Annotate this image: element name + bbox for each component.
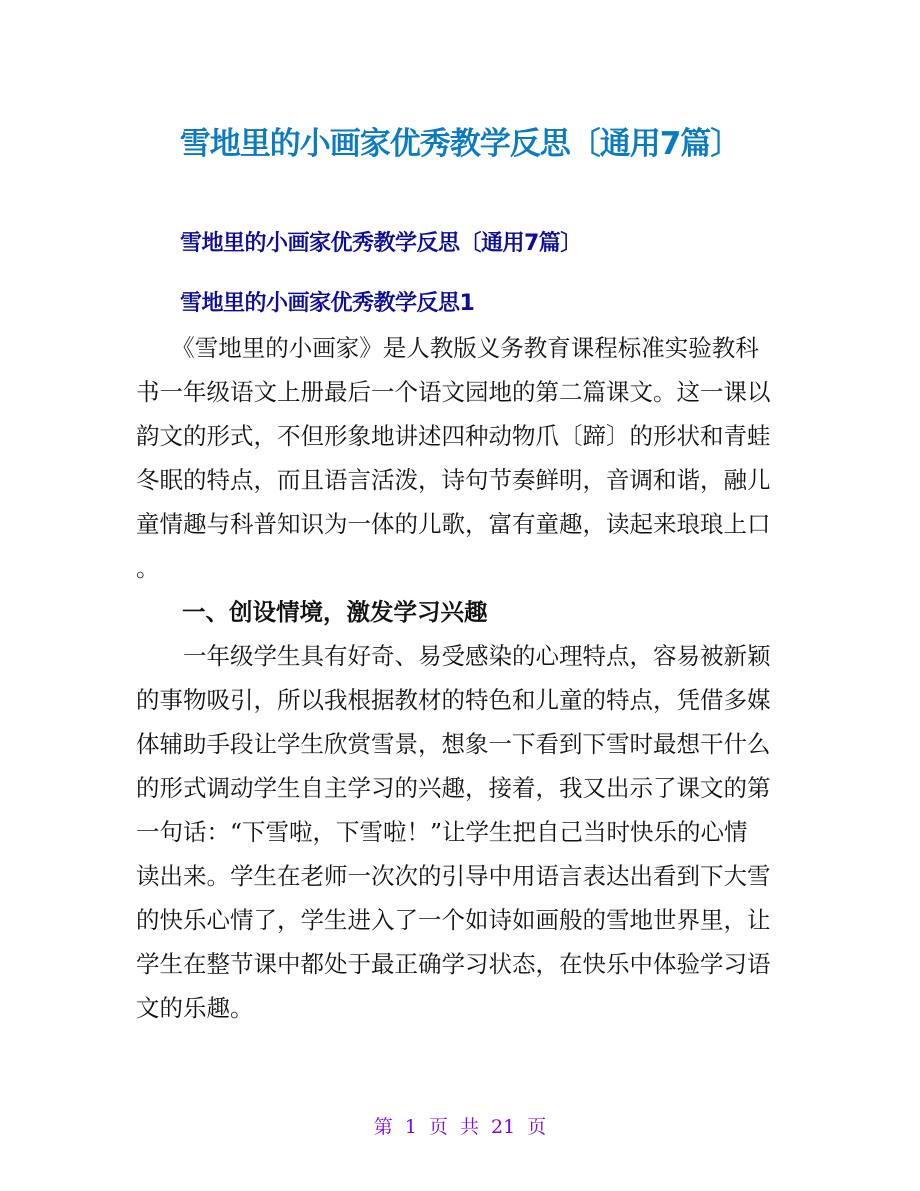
text-line: 学生在整节课中都处于最正确学习状态，在快乐中体验学习语: [136, 950, 771, 978]
text-line: 一年级学生具有好奇、易受感染的心理特点，容易被新颖: [136, 642, 771, 670]
text-line: 书一年级语文上册最后一个语文园地的第二篇课文。这一课以: [136, 378, 771, 406]
subtitle: 雪地里的小画家优秀教学反思〔通用7篇〕: [180, 231, 582, 256]
text-line: 读出来。学生在老师一次次的引导中用语言表达出看到下大雪: [136, 862, 771, 890]
text-line: 文的乐趣。: [136, 994, 254, 1022]
document-body: [136, 326, 796, 1030]
paragraph-1: [136, 326, 796, 590]
paragraph-2: [136, 634, 796, 1030]
text-line: 《雪地里的小画家》是人教版义务教育课程标准实验教科: [136, 334, 759, 362]
text-line: 。: [136, 554, 160, 582]
text-line: 一句话：“下雪啦，下雪啦！”让学生把自己当时快乐的心情: [136, 818, 748, 846]
heading-create-situation: 一、创设情境，激发学习兴趣: [182, 598, 488, 626]
page-footer: 第 1 页 共 21 页: [373, 1116, 547, 1138]
text-line: 韵文的形式，不但形象地讲述四种动物爪〔蹄〕的形状和青蛙: [136, 422, 771, 450]
text-line: 童情趣与科普知识为一体的儿歌，富有童趣，读起来琅琅上口: [136, 510, 771, 538]
text-line: 的快乐心情了，学生进入了一个如诗如画般的雪地世界里，让: [136, 906, 771, 934]
text-line: 体辅助手段让学生欣赏雪景，想象一下看到下雪时最想干什么: [136, 730, 771, 758]
document-title: 雪地里的小画家优秀教学反思〔通用7篇〕: [179, 126, 741, 162]
text-line: 的事物吸引，所以我根据教材的特色和儿童的特点，凭借多媒: [136, 686, 771, 714]
text-line: 冬眠的特点，而且语言活泼，诗句节奏鲜明，音调和谐，融儿: [136, 466, 771, 494]
text-line: 的形式调动学生自主学习的兴趣，接着，我又出示了课文的第: [136, 774, 771, 802]
section-title: 雪地里的小画家优秀教学反思1: [180, 291, 475, 316]
